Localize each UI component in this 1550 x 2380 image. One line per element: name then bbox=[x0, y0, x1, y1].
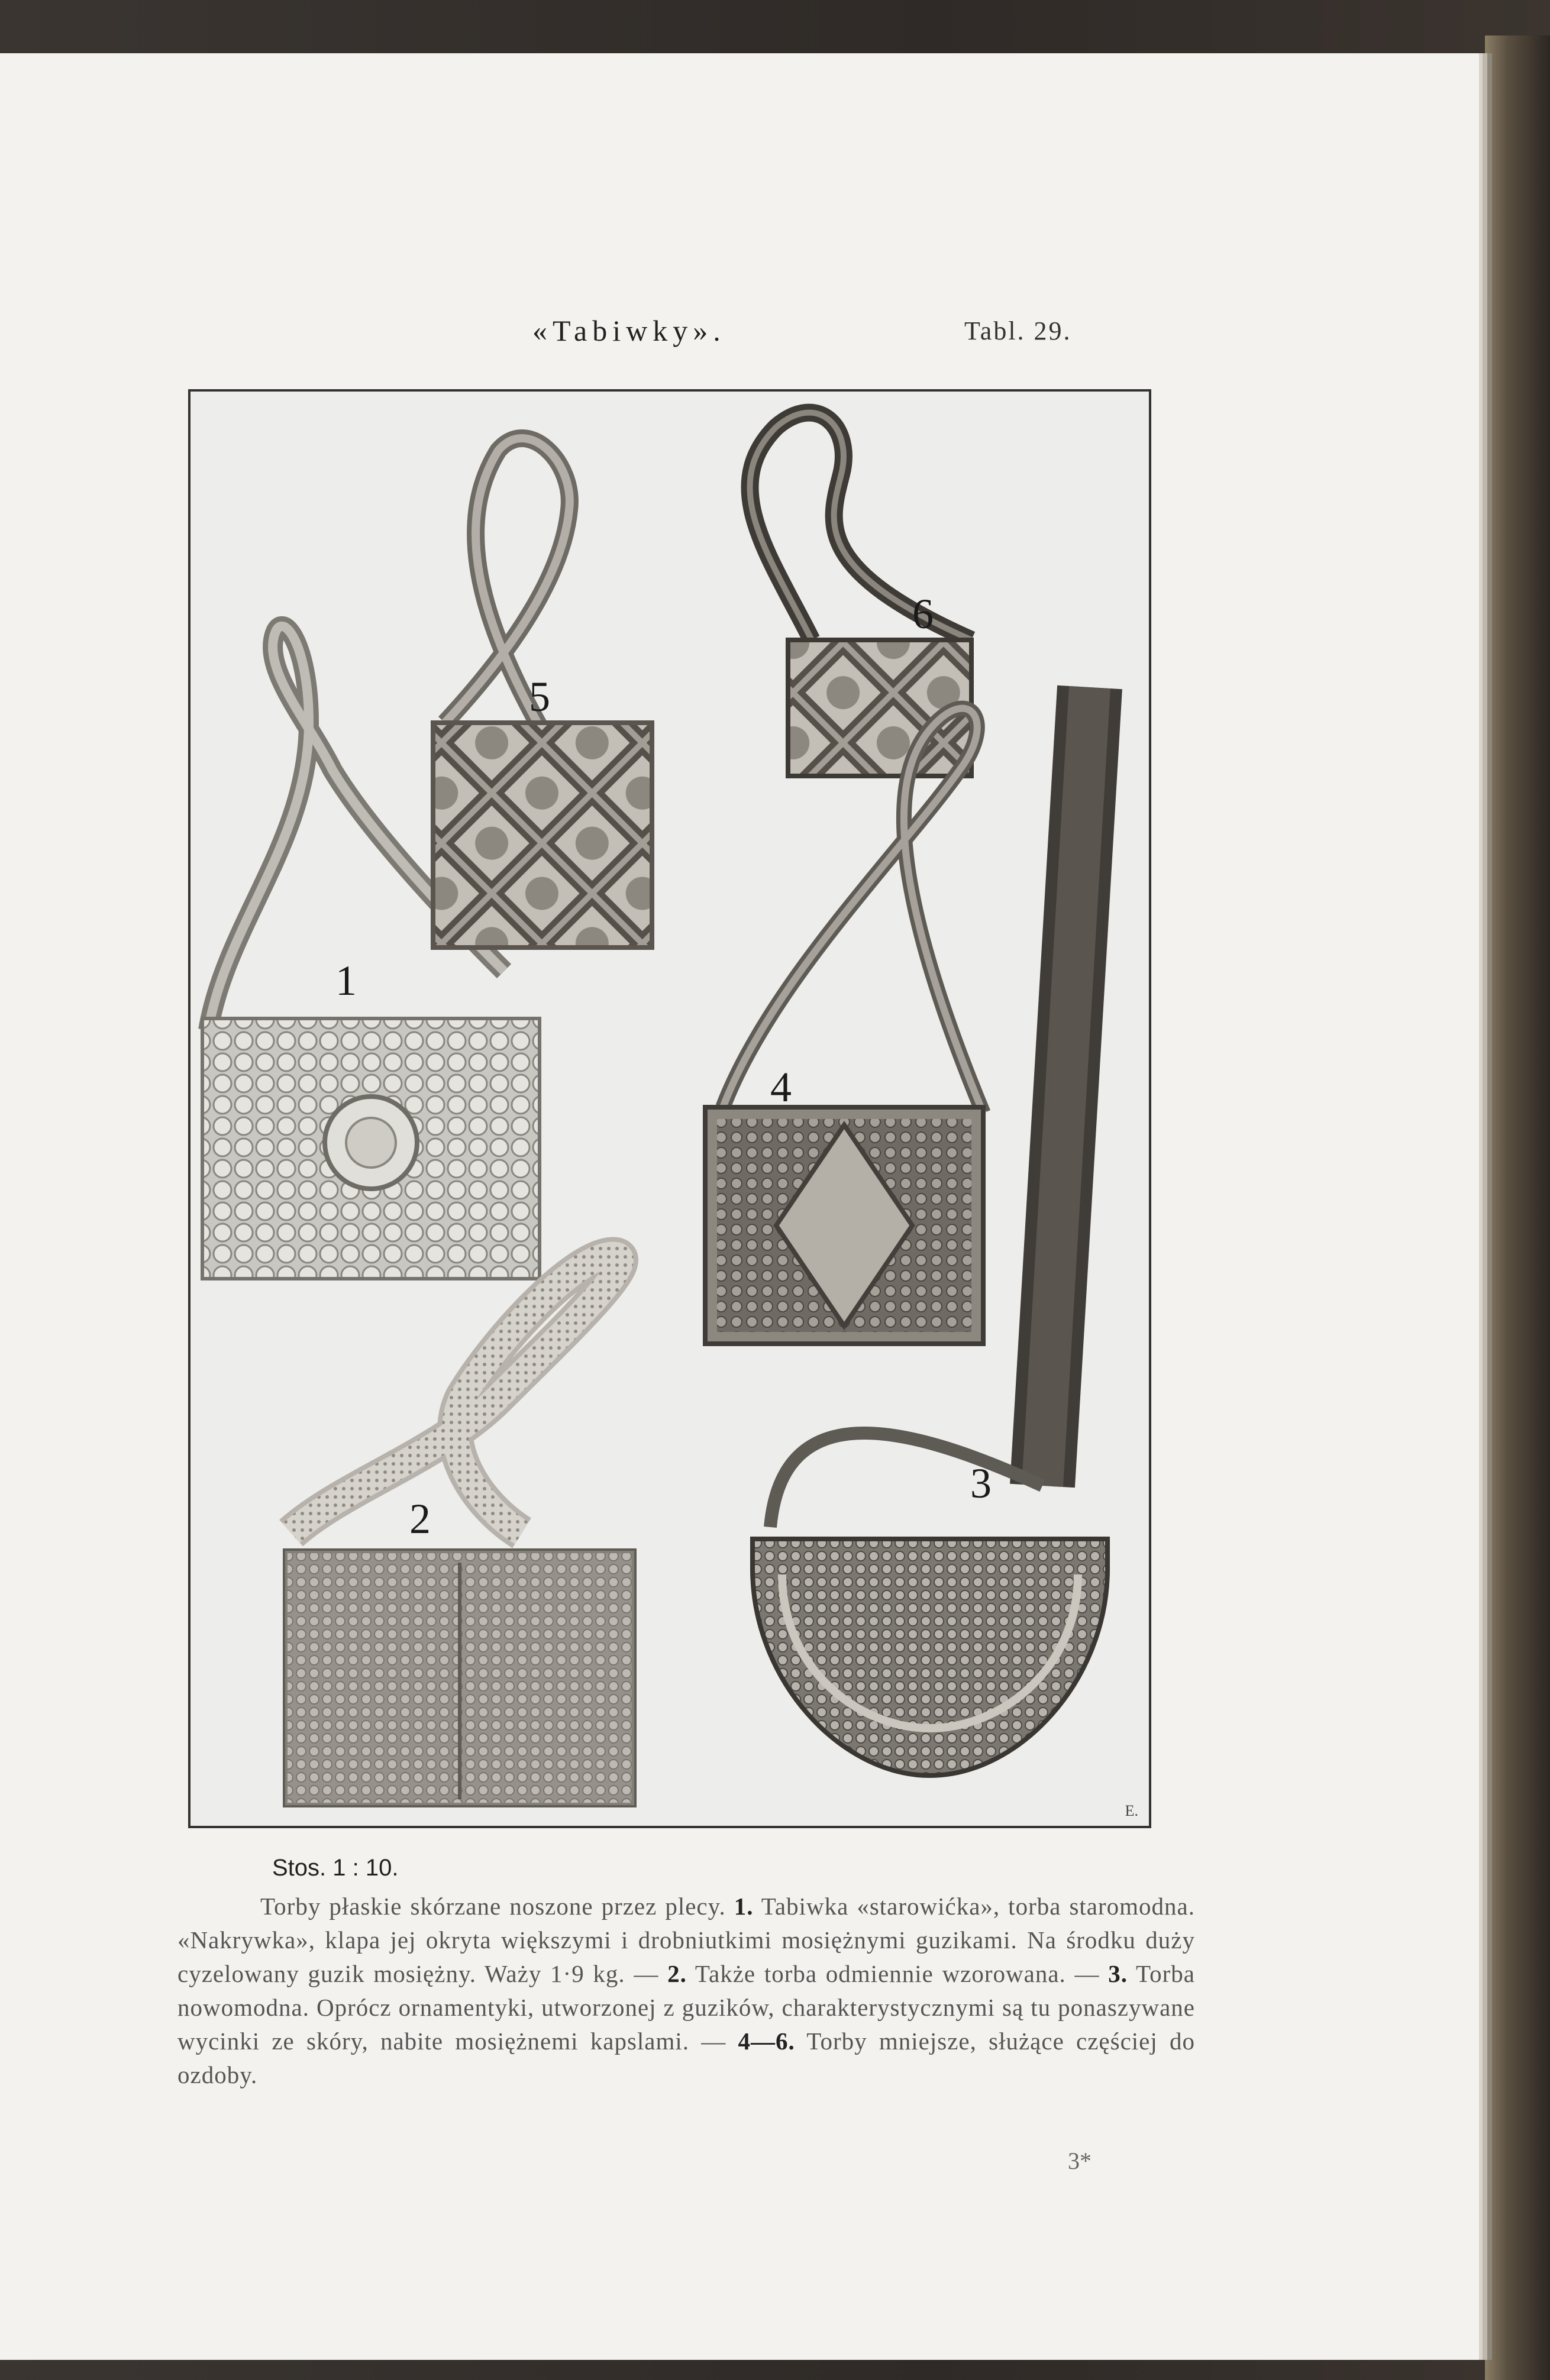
bag-number-5: 5 bbox=[529, 673, 550, 720]
printer-signature: 3* bbox=[1068, 2148, 1092, 2174]
plate-caption bbox=[177, 1851, 1195, 2092]
bag-number-1: 1 bbox=[335, 957, 357, 1004]
caption-segment: Torba nowomodna. Oprócz ornamentyki, utworzonej z guzików, charakterystycznymi są tu ponaszywane wycinki ze skóry, nabite mosiężnemi kapslami. — bbox=[177, 1960, 1195, 2055]
plate-corner-signature: E. bbox=[1125, 1802, 1138, 1819]
caption-text bbox=[177, 1890, 1195, 2092]
caption-item-number: 4—6. bbox=[738, 2027, 795, 2055]
caption-item-number: 3. bbox=[1108, 1960, 1128, 1987]
bag-number-2: 2 bbox=[409, 1495, 431, 1543]
caption-item-number: 1. bbox=[734, 1893, 754, 1920]
bag-number-3: 3 bbox=[970, 1460, 992, 1507]
caption-segment: Tabiwka «starowićka», torba staromodna. «Nakrywka», klapa jej okryta większymi i drobniutkimi mosiężnymi guzikami. Na środku duży cyzelowany guzik mosiężny. Waży 1·9 kg. — bbox=[177, 1893, 1195, 1987]
caption-segment: Torby płaskie skórzane noszone przez plecy. bbox=[260, 1893, 734, 1920]
scale-note: Stos. 1 : 10. bbox=[272, 1855, 399, 1881]
photo-plate bbox=[188, 389, 1151, 1828]
caption-segment: Torby mniejsze, służące częściej do ozdoby. bbox=[177, 2027, 1196, 2088]
running-head bbox=[0, 313, 1479, 361]
book-page bbox=[0, 53, 1479, 2360]
caption-segment: Także torba odmiennie wzorowana. — bbox=[686, 1960, 1109, 1987]
bag-number-4: 4 bbox=[770, 1063, 792, 1111]
bags-photograph bbox=[190, 392, 1149, 1826]
plate-number: Tabl. 29. bbox=[964, 316, 1072, 345]
page-edge bbox=[1485, 35, 1550, 2380]
running-head-title: «Tabiwky». bbox=[532, 314, 726, 347]
caption-item-number: 2. bbox=[667, 1960, 687, 1987]
bag-number-6: 6 bbox=[912, 590, 934, 638]
